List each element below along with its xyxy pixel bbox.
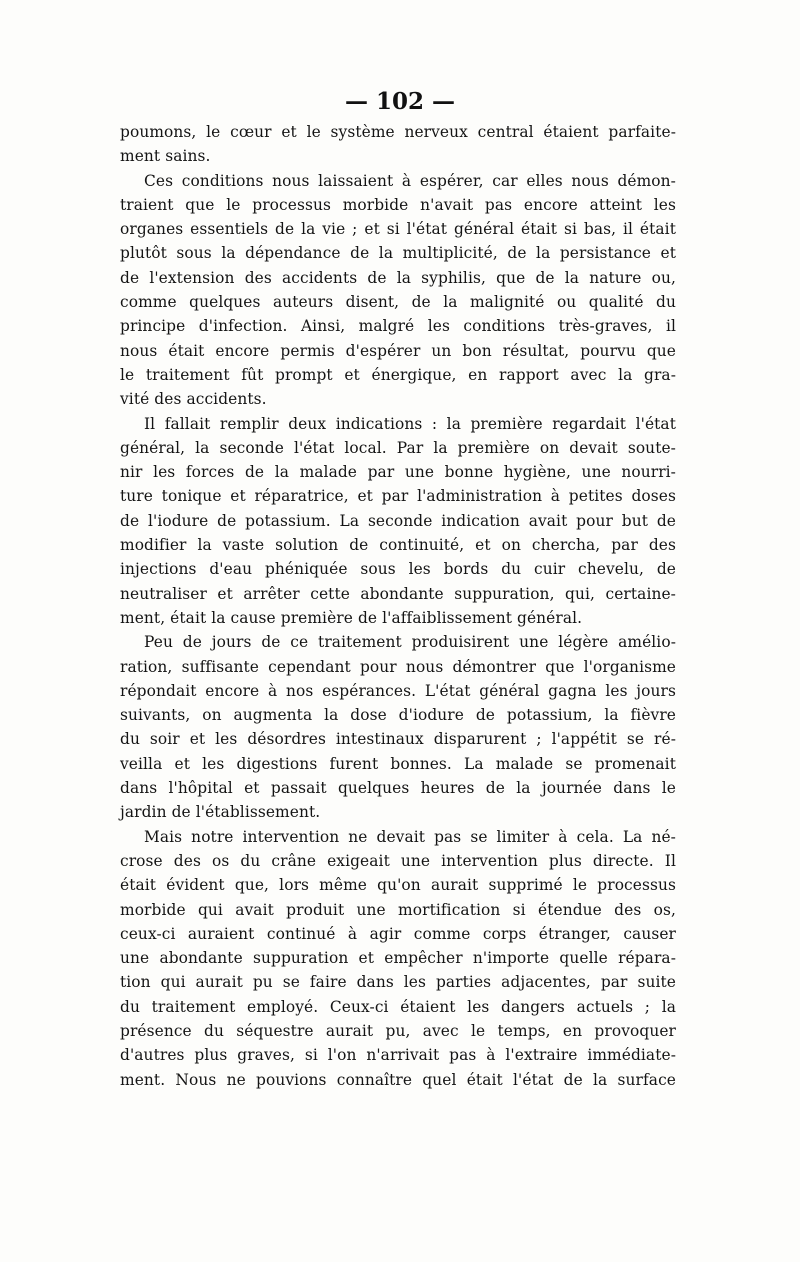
text-line: Ces conditions nous laissaient à espérer, car elles nous démon- (144, 171, 676, 190)
text-line: organes essentiels de la vie ; et si l'état général était si bas, il était (120, 220, 676, 239)
text-line: ture tonique et réparatrice, et par l'administration à petites doses (120, 487, 676, 506)
text-line: ceux-ci auraient continué à agir comme corps étranger, causer (120, 924, 676, 943)
text-line: vité des accidents. (120, 390, 267, 409)
text-line: général, la seconde l'état local. Par la première on devait soute- (120, 438, 676, 457)
text-line: Peu de jours de ce traitement produisirent une légère amélio- (144, 633, 676, 652)
body-text (120, 120, 676, 1092)
text-line: de l'extension des accidents de la syphilis, que de la nature ou, (120, 268, 676, 287)
text-line: ment sains. (120, 147, 211, 166)
text-line: présence du séquestre aurait pu, avec le temps, en provoquer (120, 1021, 676, 1040)
text-line: comme quelques auteurs disent, de la malignité ou qualité du (120, 293, 676, 312)
text-line: veilla et les digestions furent bonnes. La malade se promenait (120, 754, 676, 773)
text-line: jardin de l'établissement. (120, 803, 321, 822)
text-line: modifier la vaste solution de continuité, et on chercha, par des (120, 536, 676, 555)
text-line: du soir et les désordres intestinaux disparurent ; l'appétit se ré- (120, 730, 676, 749)
text-line: du traitement employé. Ceux-ci étaient les dangers actuels ; la (120, 997, 676, 1016)
text-line: ration, suffisante cependant pour nous démontrer que l'organisme (120, 657, 676, 676)
text-line: dans l'hôpital et passait quelques heures de la journée dans le (120, 779, 676, 798)
text-line: poumons, le cœur et le système nerveux central étaient parfaite- (120, 123, 676, 141)
text-line: répondait encore à nos espérances. L'état général gagna les jours (120, 681, 676, 700)
text-line: le traitement fût prompt et énergique, en rapport avec la gra- (120, 365, 676, 384)
text-line: Il fallait remplir deux indications : la première regardait l'état (144, 414, 676, 433)
text-line: tion qui aurait pu se faire dans les parties adjacentes, par suite (120, 973, 676, 992)
text-line: morbide qui avait produit une mortification si étendue des os, (120, 900, 676, 919)
text-line: traient que le processus morbide n'avait pas encore atteint les (120, 195, 676, 214)
text-line: principe d'infection. Ainsi, malgré les conditions très-graves, il (120, 317, 676, 336)
text-line: une abondante suppuration et empêcher n'importe quelle répara- (120, 949, 676, 968)
text-line: nous était encore permis d'espérer un bon résultat, pourvu que (120, 341, 676, 360)
text-line: suivants, on augmenta la dose d'iodure de potassium, la fièvre (120, 706, 676, 725)
text-line: neutraliser et arrêter cette abondante suppuration, qui, certaine- (120, 584, 676, 603)
text-line: était évident que, lors même qu'on aurait supprimé le processus (120, 876, 676, 895)
text-line: nir les forces de la malade par une bonne hygiène, une nourri- (120, 463, 676, 482)
text-line: d'autres plus graves, si l'on n'arrivait pas à l'extraire immédiate- (120, 1046, 676, 1065)
text-line: Mais notre intervention ne devait pas se limiter à cela. La né- (144, 827, 676, 846)
text-line: plutôt sous la dépendance de la multiplicité, de la persistance et (120, 244, 676, 263)
text-line: de l'iodure de potassium. La seconde indication avait pour but de (120, 511, 676, 530)
text-line: ment. Nous ne pouvions connaître quel était l'état de la surface (120, 1070, 676, 1089)
text-line: ment, était la cause première de l'affaiblissement général. (120, 608, 583, 627)
page-number: — 102 — (344, 88, 456, 115)
text-line: crose des os du crâne exigeait une intervention plus directe. Il (120, 851, 676, 870)
text-line: injections d'eau phéniquée sous les bords du cuir chevelu, de (120, 560, 676, 579)
